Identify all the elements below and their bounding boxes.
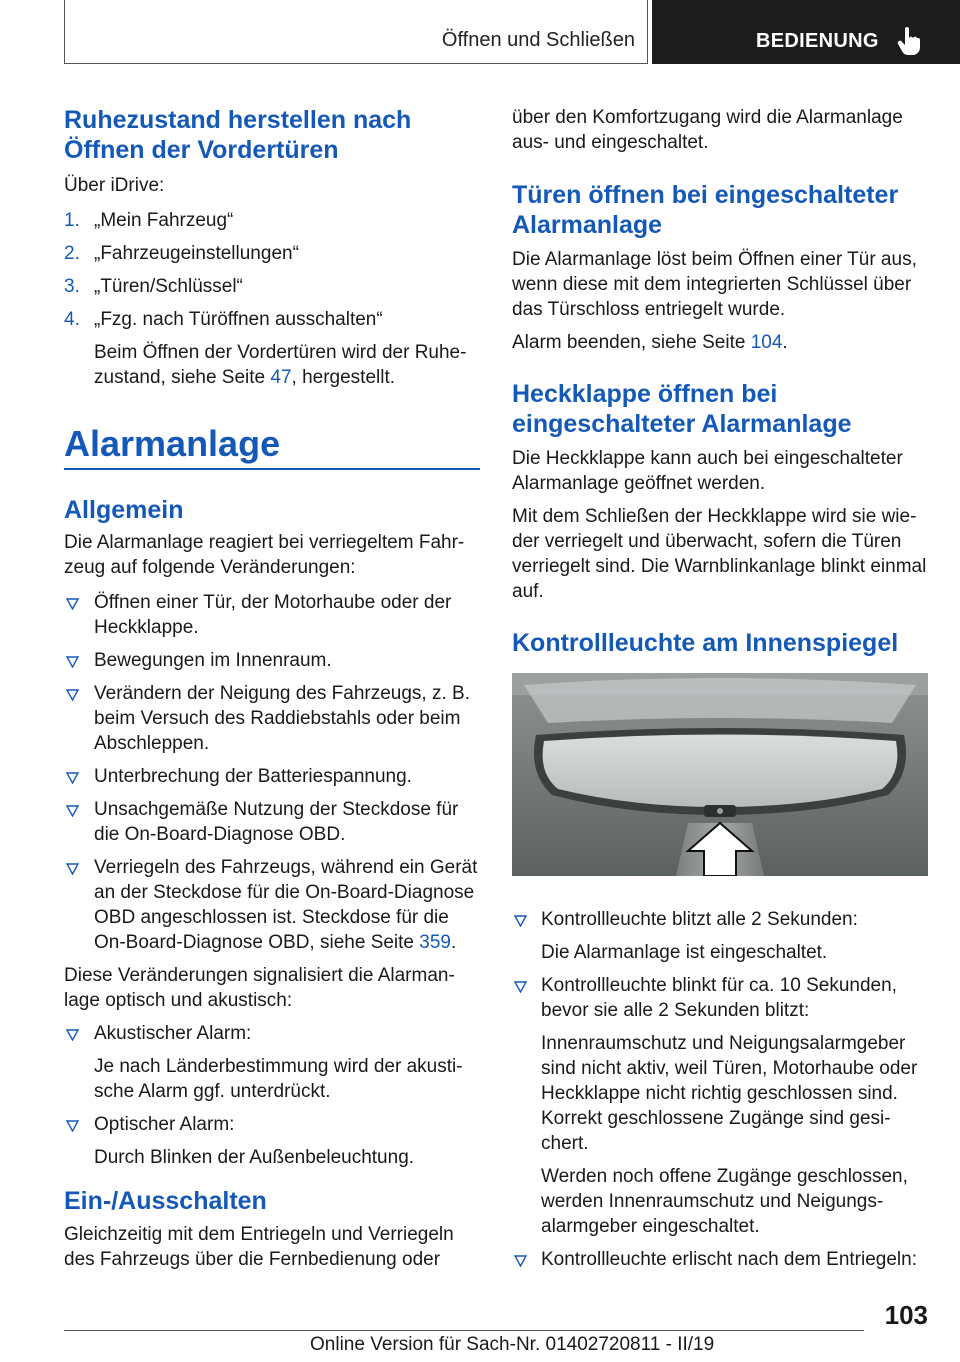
bullet-triangle-icon <box>66 1029 79 1041</box>
hand-pointer-icon <box>896 26 922 56</box>
heading-tueren-2: Alarmanlage <box>512 211 663 239</box>
kontroll-b2-desc1-1: Innenraumschutz und Neigungsalarmgeber <box>541 1033 906 1054</box>
heading-ein-ausschalten: Ein-/Ausschalten <box>64 1187 267 1215</box>
akustisch-desc-2: sche Alarm ggf. unterdrückt. <box>94 1081 331 1102</box>
heading-rule <box>64 468 480 470</box>
bullet-triangle-icon <box>66 598 79 610</box>
page-link-359[interactable]: 359 <box>419 932 451 953</box>
optisch-desc: Durch Blinken der Außenbeleuchtung. <box>94 1147 415 1168</box>
bullet-6-line1: Verriegeln des Fahrzeugs, während ein Gerät <box>94 857 478 878</box>
bullet-1-line2: Heckklappe. <box>94 617 199 638</box>
heading-heck-2: eingeschalteter Alarmanlage <box>512 410 852 438</box>
step-number-2: 2. <box>64 243 80 264</box>
heck-text2-2: der verriegelt und überwacht, sofern die Türen <box>512 531 902 552</box>
kontroll-b2-desc2-1: Werden noch offene Zugänge geschlossen, <box>541 1166 908 1187</box>
step-1: „Mein Fahrzeug“ <box>94 210 234 231</box>
bullet-6-line4: On-Board-Diagnose OBD, siehe Seite 359. <box>94 932 457 953</box>
kontroll-b1: Kontrollleuchte blitzt alle 2 Sekunden: <box>541 909 858 930</box>
kontroll-b2-line1: Kontrollleuchte blinkt für ca. 10 Sekunden, <box>541 975 897 996</box>
heck-text2-1: Mit dem Schließen der Heckklappe wird sie wie- <box>512 506 917 527</box>
alarm-beenden: Alarm beenden, siehe Seite 104. <box>512 332 788 353</box>
tueren-text-3: das Türschloss entriegelt wurde. <box>512 299 786 320</box>
heading-ruhezustand-1: Ruhezustand herstellen nach <box>64 106 412 134</box>
heading-ruhezustand-2: Öffnen der Vordertüren <box>64 136 339 164</box>
bullet-3-line3: Abschleppen. <box>94 733 210 754</box>
bullet-5-line1: Unsachgemäße Nutzung der Steckdose für <box>94 799 459 820</box>
bullet-5-line2: die On-Board-Diagnose OBD. <box>94 824 346 845</box>
ein-text-1: Gleichzeitig mit dem Entriegeln und Verriegeln <box>64 1224 454 1245</box>
heading-alarmanlage: Alarmanlage <box>64 423 281 464</box>
heading-heck-1: Heckklappe öffnen bei <box>512 380 778 408</box>
allgemein-intro-1: Die Alarmanlage reagiert bei verriegeltem Fahr- <box>64 532 465 553</box>
header-section-tab <box>64 0 648 64</box>
akustisch-label: Akustischer Alarm: <box>94 1023 252 1044</box>
kontroll-b2-desc2-2: werden Innenraumschutz und Neigungs- <box>541 1191 884 1212</box>
bullet-triangle-icon <box>66 689 79 701</box>
step-4-desc-line2: zustand, siehe Seite 47, hergestellt. <box>94 367 396 388</box>
page-link-47[interactable]: 47 <box>270 367 292 388</box>
mirror-photo <box>512 673 928 876</box>
tueren-text-1: Die Alarmanlage löst beim Öffnen einer Tür aus, <box>512 249 917 270</box>
kontroll-b2-desc2-3: alarmgeber eingeschaltet. <box>541 1216 760 1237</box>
cont-line1: über den Komfortzugang wird die Alarmanlage <box>512 107 903 128</box>
bullet-triangle-icon <box>514 1255 527 1267</box>
step-2: „Fahrzeugeinstellungen“ <box>94 243 299 264</box>
bullet-6-line3: OBD angeschlossen ist. Steckdose für die <box>94 907 449 928</box>
bullet-triangle-icon <box>514 915 527 927</box>
signal-line2: lage optisch und akustisch: <box>64 990 293 1011</box>
step-number-1: 1. <box>64 210 80 231</box>
bullet-triangle-icon <box>66 863 79 875</box>
kontroll-b2-desc1-2: sind nicht aktiv, weil Türen, Motorhaube oder <box>541 1058 918 1079</box>
bullet-2-line1: Bewegungen im Innenraum. <box>94 650 332 671</box>
bullet-triangle-icon <box>66 805 79 817</box>
bullet-4-line1: Unterbrechung der Batteriespannung. <box>94 766 412 787</box>
bullet-3-line2: beim Versuch des Raddiebstahls oder beim <box>94 708 461 729</box>
kontroll-b2-desc1-3: Heckklappe nicht richtig geschlossen sind. <box>541 1083 898 1104</box>
header-section-title: Öffnen und Schließen <box>441 29 635 51</box>
idrive-intro: Über iDrive: <box>64 175 165 196</box>
bullet-3-line1: Verändern der Neigung des Fahrzeugs, z. B. <box>94 683 471 704</box>
step-3: „Türen/Schlüssel“ <box>94 276 243 297</box>
allgemein-intro-2: zeug auf folgende Veränderungen: <box>64 557 356 578</box>
heading-allgemein: Allgemein <box>64 496 184 524</box>
kontroll-b2-desc1-5: chert. <box>541 1133 589 1154</box>
heck-text2-4: auf. <box>512 581 544 602</box>
bullet-triangle-icon <box>66 656 79 668</box>
header-chapter-title: BEDIENUNG <box>756 30 879 52</box>
kontroll-b3: Kontrollleuchte erlischt nach dem Entriegeln: <box>541 1249 917 1270</box>
step-4: „Fzg. nach Türöffnen ausschalten“ <box>94 309 383 330</box>
akustisch-desc-1: Je nach Länderbestimmung wird der akusti- <box>94 1056 463 1077</box>
step-number-4: 4. <box>64 309 80 330</box>
heading-tueren-1: Türen öffnen bei eingeschalteter <box>512 181 899 209</box>
heading-kontrollleuchte: Kontrollleuchte am Innenspiegel <box>512 629 899 657</box>
heck-text2-3: verriegelt sind. Die Warnblinkanlage blinkt einmal <box>512 556 927 577</box>
page-number: 103 <box>884 1300 928 1330</box>
signal-line1: Diese Veränderungen signalisiert die Alarman- <box>64 965 455 986</box>
page-link-104[interactable]: 104 <box>750 332 783 353</box>
optisch-label: Optischer Alarm: <box>94 1114 235 1135</box>
bullet-triangle-icon <box>514 981 527 993</box>
tueren-text-2: wenn diese mit dem integrierten Schlüssel über <box>512 274 912 295</box>
heck-text1-1: Die Heckklappe kann auch bei eingeschalteter <box>512 448 903 469</box>
step-4-desc-line1: Beim Öffnen der Vordertüren wird der Ruhe- <box>94 342 467 363</box>
heck-text1-2: Alarmanlage geöffnet werden. <box>512 473 766 494</box>
step-number-3: 3. <box>64 276 80 297</box>
footer-online-version: Online Version für Sach-Nr. 01402720811 - II/19 <box>310 1334 715 1355</box>
kontroll-b1-desc: Die Alarmanlage ist eingeschaltet. <box>541 942 828 963</box>
kontroll-b2-line2: bevor sie alle 2 Sekunden blitzt: <box>541 1000 810 1021</box>
kontroll-b2-desc1-4: Korrekt geschlossene Zugänge sind gesi- <box>541 1108 891 1129</box>
bullet-6-line2: an der Steckdose für die On-Board-Diagnose <box>94 882 475 903</box>
ein-text-2: des Fahrzeugs über die Fernbedienung oder <box>64 1249 441 1270</box>
bullet-triangle-icon <box>66 772 79 784</box>
footer-rule <box>64 1330 864 1331</box>
bullet-triangle-icon <box>66 1120 79 1132</box>
cont-line2: aus- und eingeschaltet. <box>512 132 709 153</box>
bullet-1-line1: Öffnen einer Tür, der Motorhaube oder der <box>94 592 452 613</box>
